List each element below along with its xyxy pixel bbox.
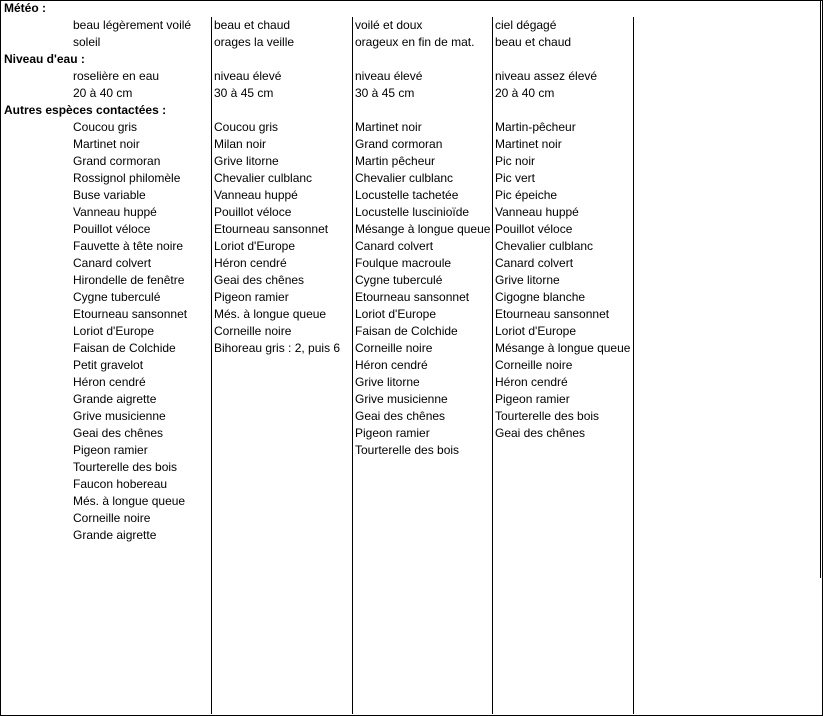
species-cell: Héron cendré xyxy=(355,358,428,372)
niveau-cell: 20 à 40 cm xyxy=(495,86,555,100)
column-divider xyxy=(633,17,634,714)
species-cell: Faucon hobereau xyxy=(73,477,168,491)
species-cell: Etourneau sansonnet xyxy=(73,307,188,321)
meteo-cell: orages la veille xyxy=(214,35,295,49)
species-cell: Loriot d'Europe xyxy=(355,307,437,321)
meteo-cell: beau et chaud xyxy=(214,18,291,32)
species-cell: Grande aigrette xyxy=(73,528,157,542)
species-cell: Grand cormoran xyxy=(73,154,161,168)
niveau-cell: niveau élevé xyxy=(355,69,423,83)
species-cell: Chevalier culblanc xyxy=(495,239,594,253)
species-cell: Etourneau sansonnet xyxy=(214,222,329,236)
niveau-cell: 30 à 45 cm xyxy=(214,86,274,100)
species-cell: Corneille noire xyxy=(214,324,292,338)
species-cell: Mésange à longue queue xyxy=(495,341,631,355)
species-cell: Coucou gris xyxy=(214,120,279,134)
species-cell: Canard colvert xyxy=(355,239,434,253)
species-cell: Grive litorne xyxy=(355,375,420,389)
species-cell: Hirondelle de fenêtre xyxy=(73,273,185,287)
species-cell: Pouillot véloce xyxy=(73,222,151,236)
column-divider xyxy=(492,17,493,714)
species-cell: Corneille noire xyxy=(495,358,573,372)
species-cell: Pigeon ramier xyxy=(214,290,289,304)
meteo-cell: beau légèrement voilé xyxy=(73,18,192,32)
species-cell: Petit gravelot xyxy=(73,358,144,372)
species-cell: Etourneau sansonnet xyxy=(495,307,610,321)
species-cell: Corneille noire xyxy=(73,511,151,525)
species-cell: Pouillot véloce xyxy=(214,205,292,219)
species-cell: Geai des chênes xyxy=(355,409,446,423)
species-cell: Locustelle tachetée xyxy=(355,188,459,202)
species-cell: Héron cendré xyxy=(214,256,287,270)
right-border xyxy=(820,0,821,578)
species-cell: Vanneau huppé xyxy=(495,205,579,219)
species-cell: Canard colvert xyxy=(495,256,574,270)
species-cell: Loriot d'Europe xyxy=(495,324,577,338)
species-cell: Coucou gris xyxy=(73,120,138,134)
niveau-cell: 20 à 40 cm xyxy=(73,86,133,100)
species-cell: Loriot d'Europe xyxy=(73,324,155,338)
niveau-cell: niveau élevé xyxy=(214,69,282,83)
niveau-cell: roselière en eau xyxy=(73,69,160,83)
species-cell: Vanneau huppé xyxy=(214,188,298,202)
species-cell: Pigeon ramier xyxy=(73,443,148,457)
species-cell: Mésange à longue queue xyxy=(355,222,491,236)
species-cell: Rossignol philomèle xyxy=(73,171,181,185)
species-cell: Martin-pêcheur xyxy=(495,120,576,134)
species-cell: Pouillot véloce xyxy=(495,222,573,236)
column-divider xyxy=(211,17,212,714)
species-cell: Geai des chênes xyxy=(73,426,164,440)
meteo-heading: Météo : xyxy=(4,1,46,15)
species-cell: Grand cormoran xyxy=(355,137,443,151)
column-divider xyxy=(352,17,353,714)
species-cell: Foulque macroule xyxy=(355,256,452,270)
species-cell: Martin pêcheur xyxy=(355,154,436,168)
species-cell: Geai des chênes xyxy=(214,273,305,287)
especes-heading: Autres espèces contactées : xyxy=(4,103,167,117)
species-cell: Corneille noire xyxy=(355,341,433,355)
species-cell: Faisan de Colchide xyxy=(355,324,458,338)
species-cell: Fauvette à tête noire xyxy=(73,239,184,253)
species-cell: Locustelle luscinioïde xyxy=(355,205,470,219)
species-cell: Tourterelle des bois xyxy=(495,409,600,423)
niveau-cell: 30 à 45 cm xyxy=(355,86,415,100)
species-cell: Buse variable xyxy=(73,188,146,202)
species-cell: Cigogne blanche xyxy=(495,290,586,304)
species-cell: Més. à longue queue xyxy=(73,494,186,508)
species-cell: Grive musicienne xyxy=(73,409,166,423)
species-cell: Chevalier culblanc xyxy=(355,171,454,185)
species-cell: Faisan de Colchide xyxy=(73,341,176,355)
niveau-heading: Niveau d'eau : xyxy=(4,52,85,66)
species-cell: Pigeon ramier xyxy=(495,392,570,406)
species-cell: Geai des chênes xyxy=(495,426,586,440)
species-cell: Bihoreau gris : 2, puis 6 xyxy=(214,341,341,355)
species-cell: Grande aigrette xyxy=(73,392,157,406)
species-cell: Martinet noir xyxy=(73,137,140,151)
species-cell: Martinet noir xyxy=(355,120,422,134)
species-cell: Pic vert xyxy=(495,171,536,185)
species-cell: Etourneau sansonnet xyxy=(355,290,470,304)
species-cell: Pic noir xyxy=(495,154,536,168)
species-cell: Pigeon ramier xyxy=(355,426,430,440)
species-cell: Grive litorne xyxy=(495,273,560,287)
species-cell: Tourterelle des bois xyxy=(355,443,460,457)
species-cell: Vanneau huppé xyxy=(73,205,157,219)
species-cell: Martinet noir xyxy=(495,137,562,151)
meteo-cell: orageux en fin de mat. xyxy=(355,35,475,49)
meteo-cell: voilé et doux xyxy=(355,18,423,32)
meteo-cell: soleil xyxy=(73,35,101,49)
species-cell: Héron cendré xyxy=(73,375,146,389)
niveau-cell: niveau assez élevé xyxy=(495,69,598,83)
species-cell: Més. à longue queue xyxy=(214,307,327,321)
species-cell: Chevalier culblanc xyxy=(214,171,313,185)
species-cell: Tourterelle des bois xyxy=(73,460,178,474)
meteo-cell: ciel dégagé xyxy=(495,18,557,32)
species-cell: Loriot d'Europe xyxy=(214,239,296,253)
species-cell: Cygne tuberculé xyxy=(73,290,161,304)
species-cell: Canard colvert xyxy=(73,256,152,270)
species-cell: Pic épeiche xyxy=(495,188,558,202)
species-cell: Milan noir xyxy=(214,137,267,151)
meteo-cell: beau et chaud xyxy=(495,35,572,49)
species-cell: Héron cendré xyxy=(495,375,568,389)
species-cell: Grive musicienne xyxy=(355,392,448,406)
species-cell: Grive litorne xyxy=(214,154,279,168)
species-cell: Cygne tuberculé xyxy=(355,273,443,287)
